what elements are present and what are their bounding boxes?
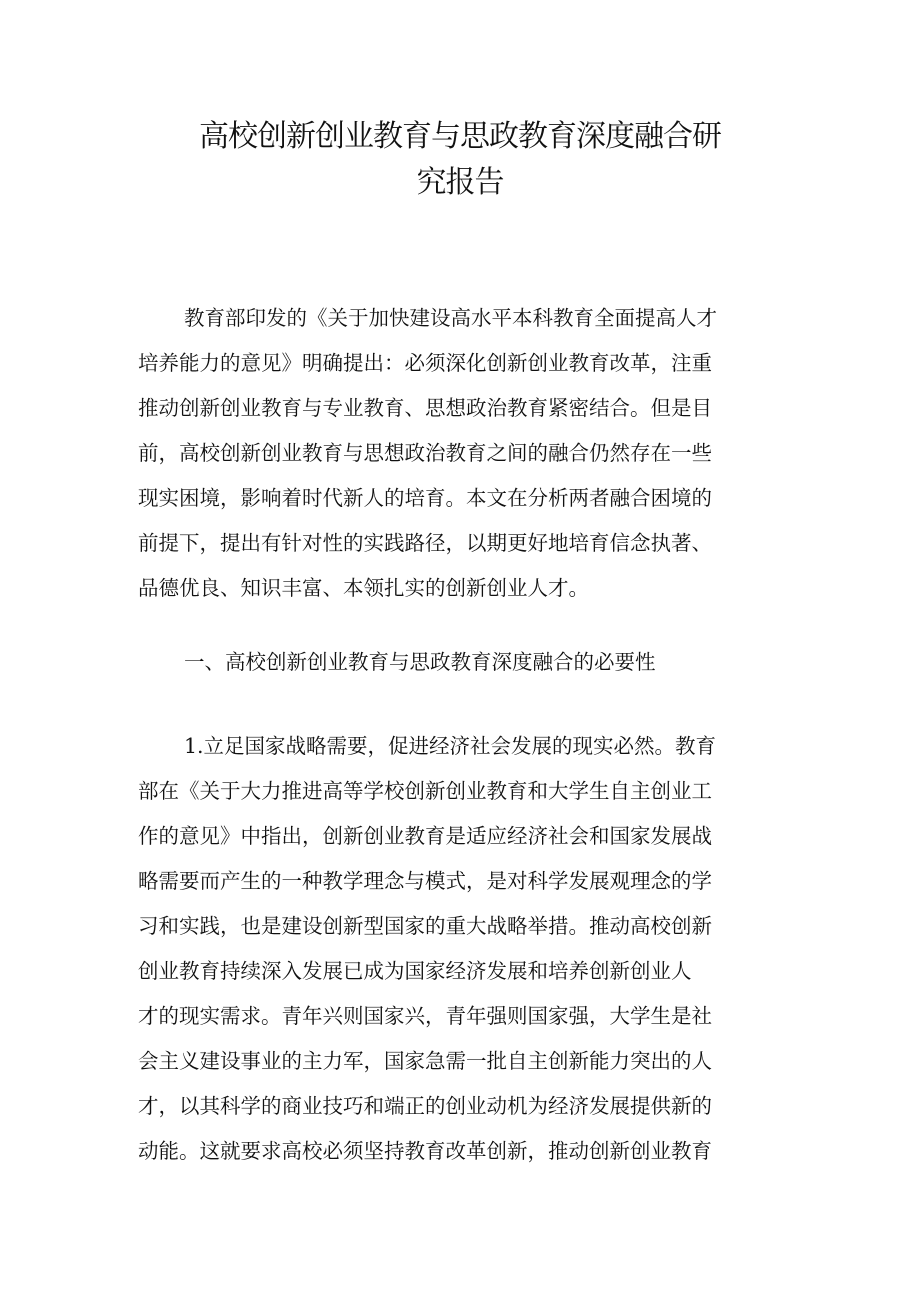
paragraph-line: 创业教育持续深入发展已成为国家经济发展和培养创新创业人 (138, 959, 692, 983)
paragraph-line: 前提下，提出有针对性的实践路径，以期更好地培育信念执著、 (138, 531, 712, 555)
paragraph-line: 才，以其科学的商业技巧和端正的创业动机为经济发展提供新的 (138, 1094, 712, 1118)
paragraph-line: 品德优良、知识丰富、本领扎实的创新创业人才。 (138, 576, 589, 600)
section-heading (138, 640, 798, 685)
paragraph-line: 现实困境，影响着时代新人的培育。本文在分析两者融合困境的 (138, 486, 712, 510)
section-paragraph (138, 724, 798, 1174)
paragraph-line: 教育部印发的《关于加快建设高水平本科教育全面提高人才 (184, 306, 717, 330)
section-heading-text: 一、高校创新创业教育与思政教育深度融合的必要性 (184, 650, 656, 674)
paragraph-line: 才的现实需求。青年兴则国家兴，青年强则国家强，大学生是社 (138, 1004, 712, 1028)
paragraph-line: 推动创新创业教育与专业教育、思想政治教育紧密结合。但是目 (138, 396, 712, 420)
paragraph-line: 略需要而产生的一种教学理念与模式，是对科学发展观理念的学 (138, 869, 712, 893)
paragraph-line: 部在《关于大力推进高等学校创新创业教育和大学生自主创业工 (138, 779, 712, 803)
paragraph-line: 前，高校创新创业教育与思想政治教育之间的融合仍然存在一些 (138, 441, 712, 465)
paragraph-line: 习和实践，也是建设创新型国家的重大战略举措。推动高校创新 (138, 914, 712, 938)
document-title (100, 114, 820, 206)
paragraph-line: 会主义建设事业的主力军，国家急需一批自主创新能力突出的人 (138, 1049, 712, 1073)
title-line: 究报告 (416, 165, 504, 200)
paragraph-line: 作的意见》中指出，创新创业教育是适应经济社会和国家发展战 (138, 824, 712, 848)
title-line: 高校创新创业教育与思政教育深度融合研 (199, 119, 721, 154)
intro-paragraph (138, 296, 798, 611)
paragraph-line: 培养能力的意见》明确提出：必须深化创新创业教育改革，注重 (138, 351, 712, 375)
paragraph-line: 1.立足国家战略需要，促进经济社会发展的现实必然。教育 (184, 734, 717, 758)
paragraph-line: 动能。这就要求高校必须坚持教育改革创新，推动创新创业教育 (138, 1139, 712, 1163)
